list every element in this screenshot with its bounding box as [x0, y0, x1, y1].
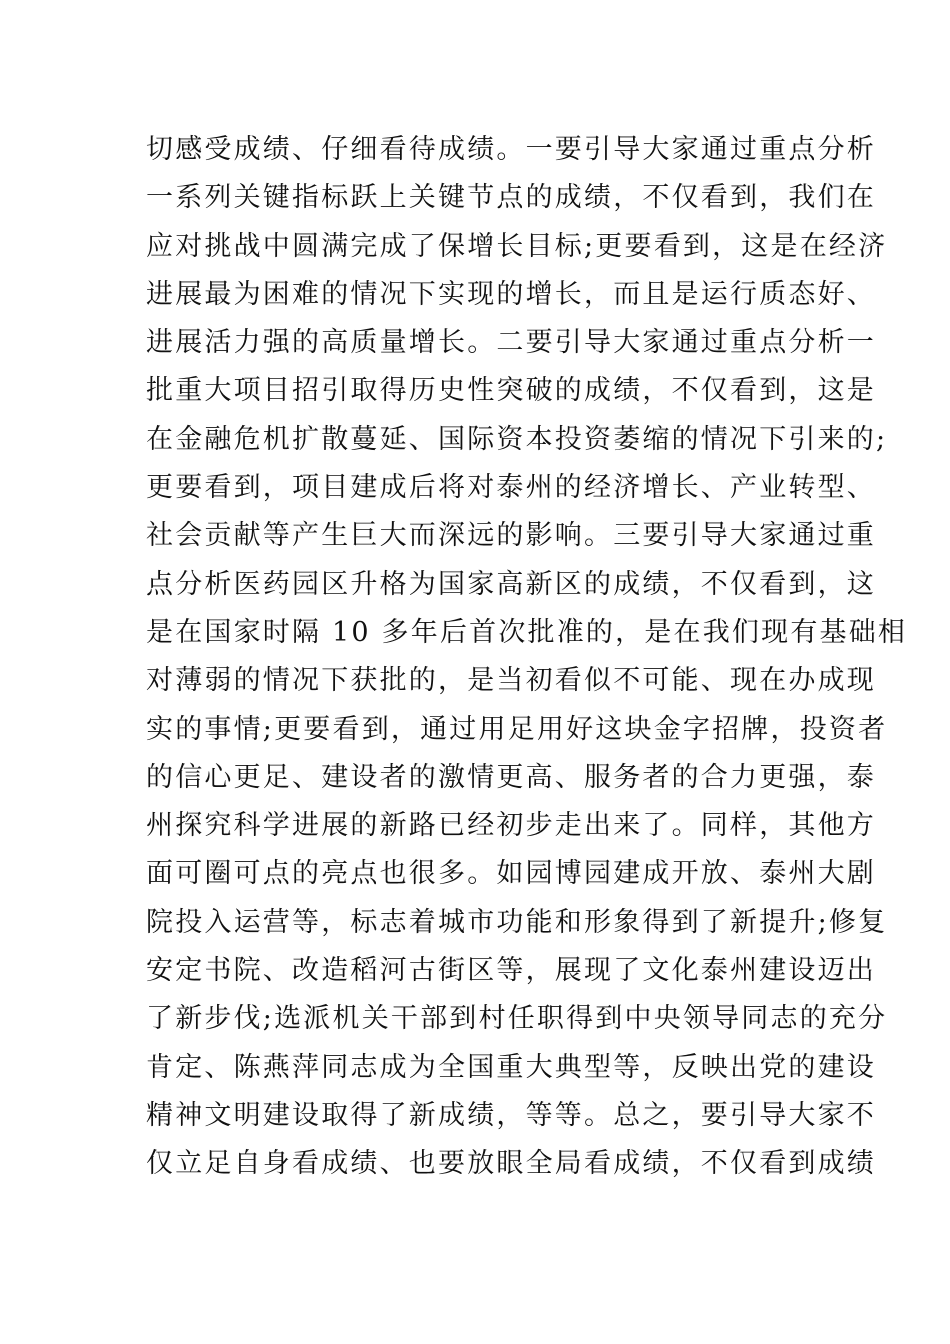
text-line: 了新步伐;选派机关干部到村任职得到中央领导同志的充分	[146, 1003, 888, 1035]
text-line: 是在国家时隔 10 多年后首次批准的，是在我们现有基础相	[146, 616, 908, 648]
body-text	[146, 126, 908, 1189]
text-line: 社会贡献等产生巨大而深远的影响。三要引导大家通过重	[146, 520, 876, 552]
text-line: 院投入运营等，标志着城市功能和形象得到了新提升;修复	[146, 906, 888, 938]
text-line: 仅立足自身看成绩、也要放眼全局看成绩，不仅看到成绩	[146, 1148, 876, 1180]
text-line: 切感受成绩、仔细看待成绩。一要引导大家通过重点分析	[146, 134, 876, 165]
text-line: 更要看到，项目建成后将对泰州的经济增长、产业转型、	[146, 472, 876, 504]
text-line: 批重大项目招引取得历史性突破的成绩，不仅看到，这是	[146, 375, 876, 407]
text-line: 进展活力强的高质量增长。二要引导大家通过重点分析一	[146, 327, 876, 359]
text-line: 州探究科学进展的新路已经初步走出来了。同样，其他方	[146, 810, 876, 842]
text-line: 点分析医药园区升格为国家高新区的成绩，不仅看到，这	[146, 568, 876, 600]
text-line: 对薄弱的情况下获批的，是当初看似不可能、现在办成现	[146, 665, 876, 697]
text-line: 安定书院、改造稻河古街区等，展现了文化泰州建设迈出	[146, 955, 876, 987]
text-line: 进展最为困难的情况下实现的增长，而且是运行质态好、	[146, 278, 876, 310]
text-line: 一系列关键指标跃上关键节点的成绩，不仅看到，我们在	[146, 182, 876, 214]
text-line: 在金融危机扩散蔓延、国际资本投资萎缩的情况下引来的;	[146, 423, 888, 455]
text-line: 的信心更足、建设者的激情更高、服务者的合力更强，泰	[146, 761, 876, 793]
text-line: 应对挑战中圆满完成了保增长目标;更要看到，这是在经济	[146, 230, 888, 262]
text-line: 实的事情;更要看到，通过用足用好这块金字招牌，投资者	[146, 713, 888, 745]
text-line: 肯定、陈燕萍同志成为全国重大典型等，反映出党的建设	[146, 1051, 876, 1083]
text-line: 面可圈可点的亮点也很多。如园博园建成开放、泰州大剧	[146, 858, 876, 890]
text-line: 精神文明建设取得了新成绩，等等。总之，要引导大家不	[146, 1099, 876, 1131]
